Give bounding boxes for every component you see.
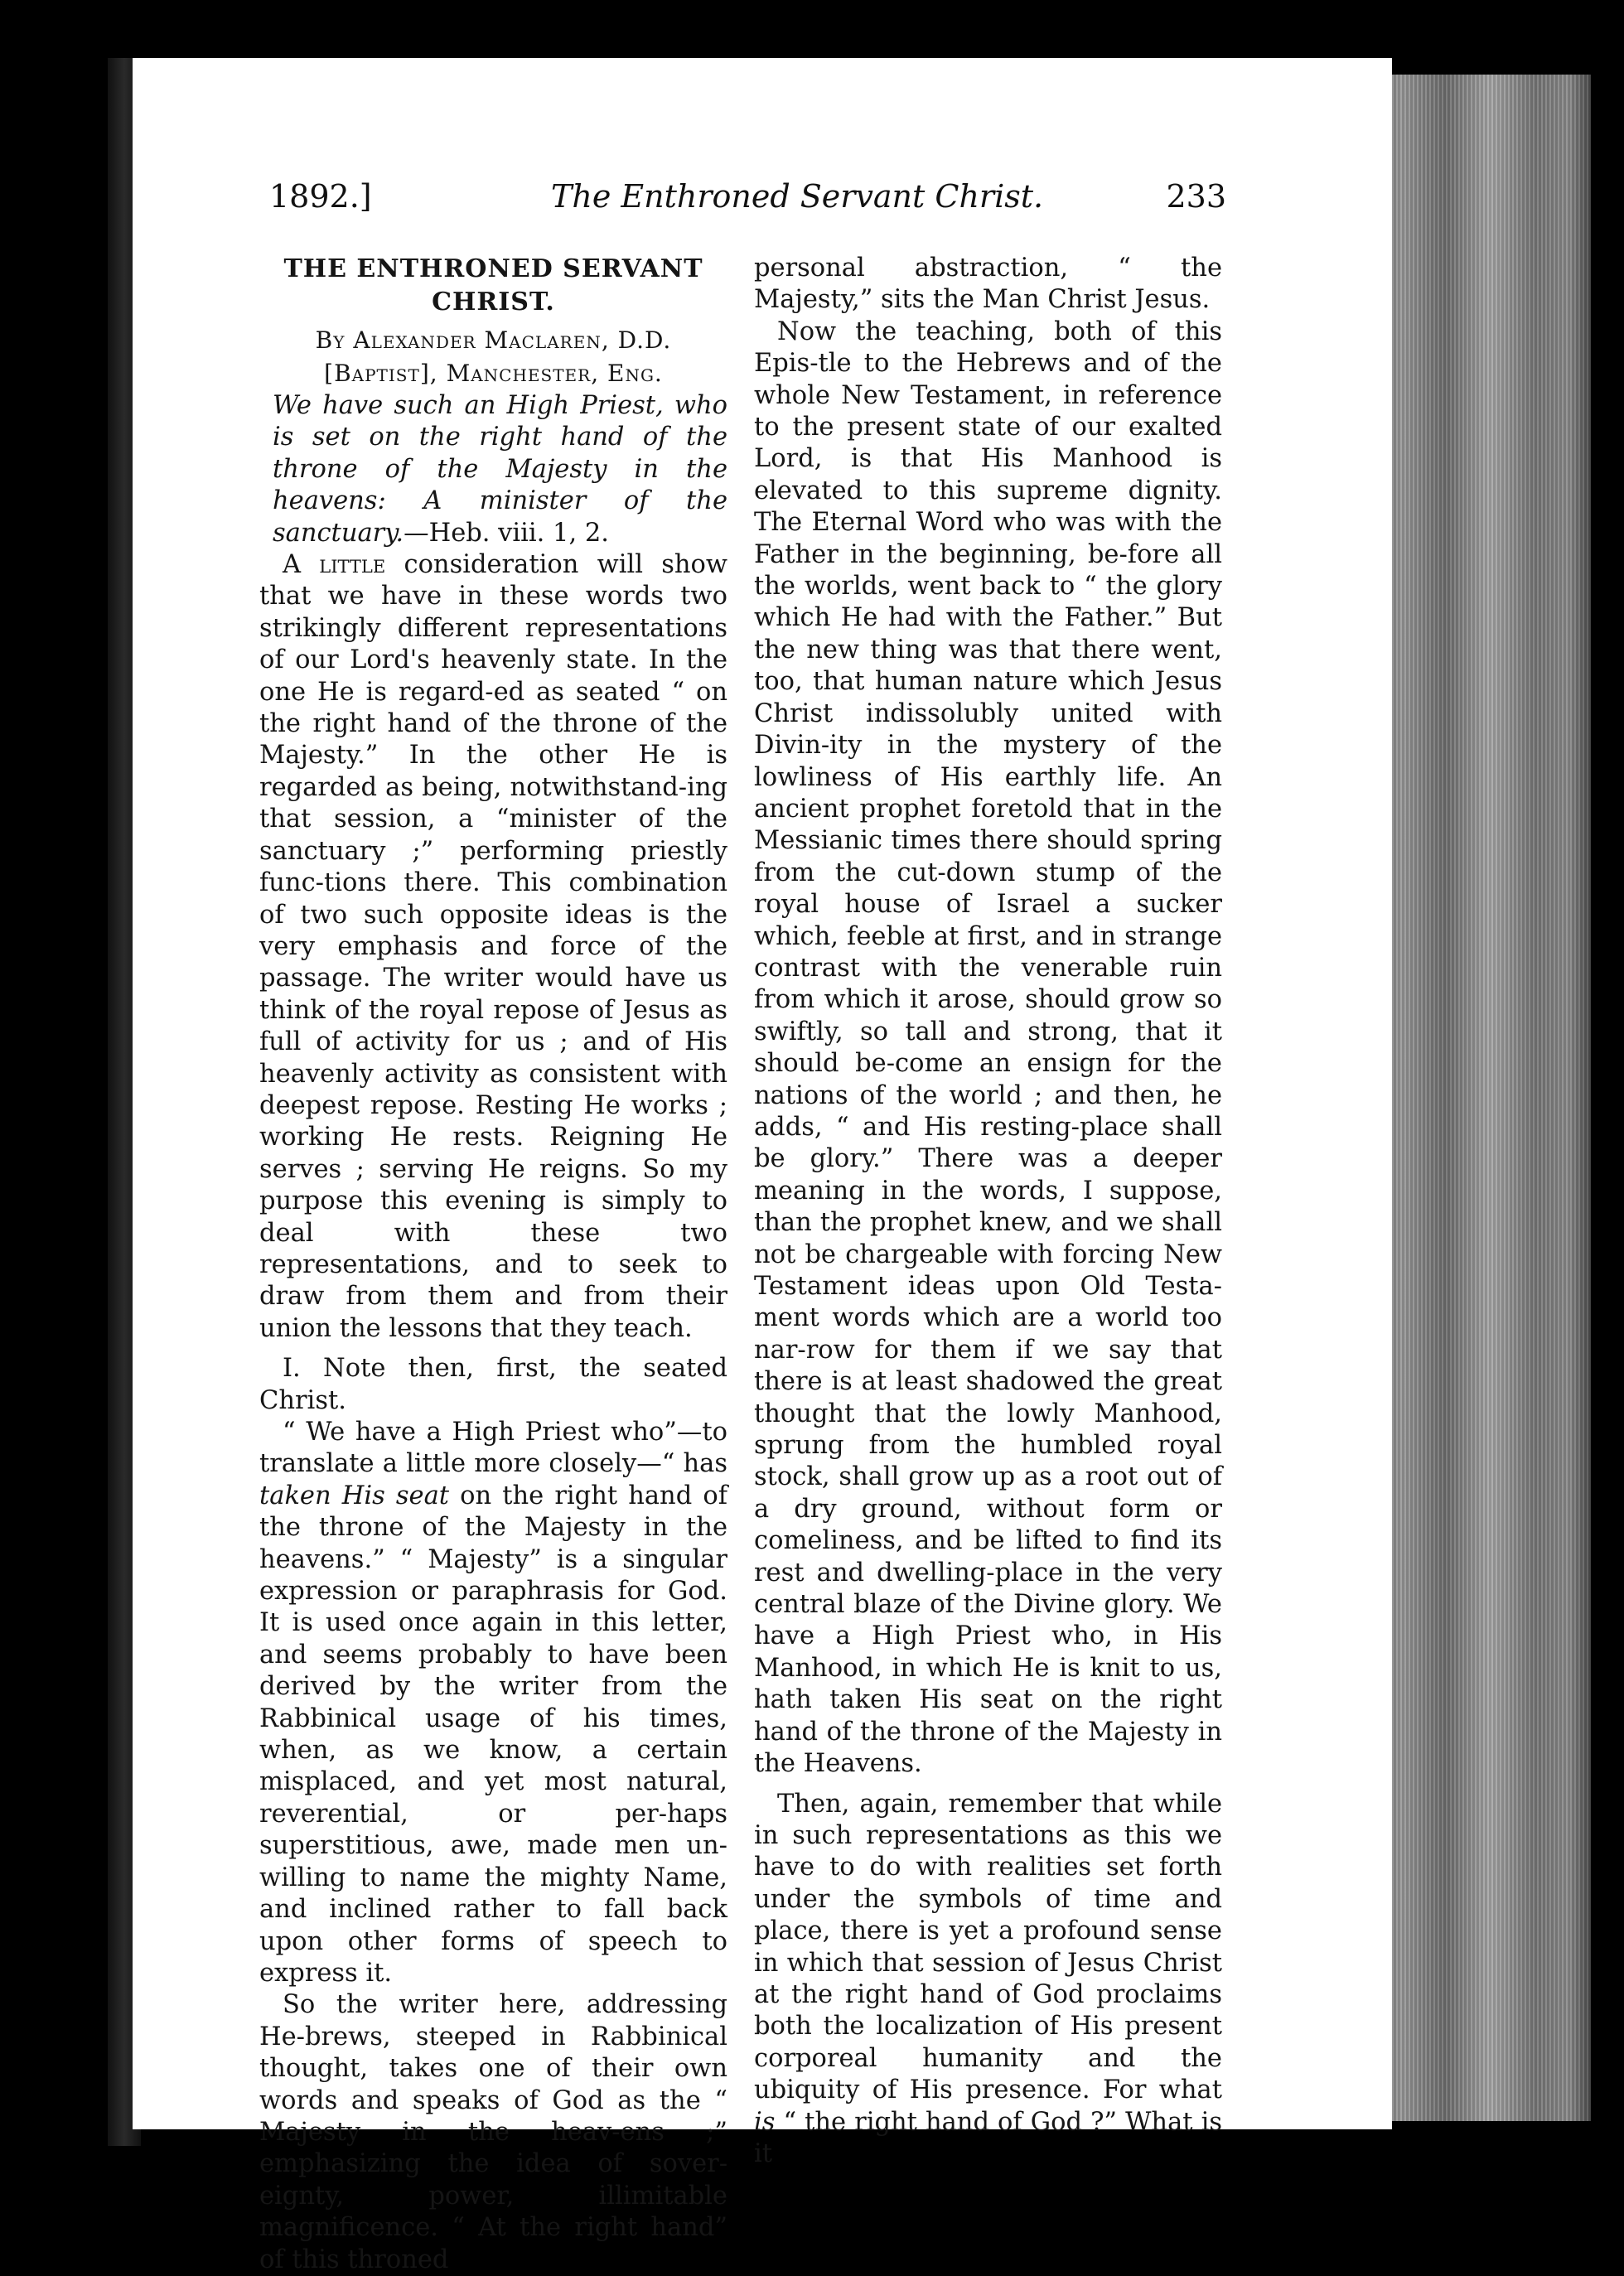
running-head (269, 178, 1226, 228)
byline-affiliation: [Baptist], Manchester, Eng. (324, 360, 663, 387)
paragraph (259, 549, 727, 1345)
paragraph-text: “ the right hand of God ?” What is it (754, 2107, 1222, 2168)
epigraph (259, 390, 727, 549)
emphasis: is (754, 2107, 776, 2137)
byline-author: By Alexander Maclaren, D.D. (315, 326, 672, 354)
paragraph-text: consideration will show that we have in these words two strikingly different representations of our Lord's heavenly state. In the one He is regard-ed as seated “ on the right hand of the throne of the Majesty.” In the other He is regarded as being, notwithstand-ing that session, a “minister of the sanctuary ;” performing priestly func-tions there. This combination of two such opposite ideas is the very emphasis and force of the passage. The writer would have us think of the royal repose of Jesus as full of activity for us ; and of His heavenly activity as consistent with deepest repose. Resting He works ; working He rests. Reigning He serves ; serving He reigns. So my purpose this evening is simply to deal with these two representations, and to seek to draw from them and from their union the lessons that they teach. (259, 550, 727, 1343)
paragraph-text: Then, again, remember that while in such representations as this we have to do with realities set forth under the symbols of time and place, there is yet a profound sense in which that session of Jesus Christ at the right hand of God proclaims both the localization of His present corporeal humanity and the ubiquity of His presence. For what (754, 1789, 1222, 2105)
paragraph: Now the teaching, both of this Epis-tle to the Hebrews and of the whole New Testament, in reference to the present state of our exalted Lord, is that His Manhood is elevated to this supreme dignity. The Eternal Word who was with the Father in the beginning, be-fore all the worlds, went back to “ the glory which He had with the Father.” But the new thing was that there went, too, that human nature which Jesus Christ indissolubly united with Divin-ity in the mystery of the lowliness of His earthly life. An ancient prophet foretold that in the Messianic times there should spring from the cut-down stump of the royal house of Israel a sucker which, feeble at first, and in strange contrast with the venerable ruin from which it arose, should grow so swiftly, so tall and strong, that it should be-come an ensign for the nations of the world ; and then, he adds, “ and His resting-place shall be glory.” There was a deeper meaning in the words, I suppose, than the prophet knew, and we shall not be chargeable with forcing New Testament ideas upon Old Testa-ment words which are a world too nar-row for them if we say that there is at least shadowed the great thought that the lowly Manhood, sprung from the humbled royal stock, shall grow up as a root out of a dry ground, without form or comeliness, and be lifted to find its rest and dwelling-place in the very central blaze of the Divine glory. We have a High Priest who, in His Manhood, in which He is knit to us, hath taken His seat on the right hand of the throne of the Majesty in the Heavens. (754, 317, 1222, 1779)
paragraph (259, 1417, 727, 1989)
paragraph-text: “ We have a High Priest who”—to translate a little more closely—“ has (259, 1418, 727, 1479)
paragraph-text: on the right hand of the throne of the Majesty in the heavens.” “ Majesty” is a singular expression or paraphrasis for God. It is used once again in this letter, and seems probably to have been derived by the writer from the Rabbinical usage of his times, when, as we know, a certain misplaced, and yet most natural, reverential, or per-haps superstitious, awe, made men un-willing to name the mighty Name, and inclined rather to fall back upon other forms of speech to express it. (259, 1481, 727, 1988)
header-title: The Enthroned Servant Christ. (551, 178, 1044, 215)
epigraph-text: We have such an High Priest, who is set on the right hand of the throne of the Majesty in the heavens: A minister of the sanctuary. (273, 391, 727, 548)
right-column (754, 253, 1222, 2170)
section-heading: I. Note then, first, the seated Christ. (259, 1354, 727, 1415)
epigraph-reference: —Heb. viii. 1, 2. (404, 518, 609, 548)
page-number: 233 (1166, 178, 1226, 215)
paragraph: personal abstraction, “ the Majesty,” sits the Man Christ Jesus. (754, 254, 1222, 315)
paragraph: So the writer here, addressing He-brews, steeped in Rabbinical thought, takes one of their own words and speaks of God as the “ Majesty in the heav-ens ;” emphasizing the idea of sover-eignty, power, illimitable magnificence. “ At the right hand” of this throned (259, 1990, 727, 2274)
article-title: THE ENTHRONED SERVANT CHRIST. (283, 254, 703, 317)
drop-lead: A little (283, 550, 386, 580)
header-year: 1892.] (269, 178, 372, 215)
emphasis: taken His seat (259, 1481, 450, 1510)
paragraph (754, 1789, 1222, 2171)
left-column (259, 253, 727, 2276)
page-edges (1367, 75, 1591, 2121)
